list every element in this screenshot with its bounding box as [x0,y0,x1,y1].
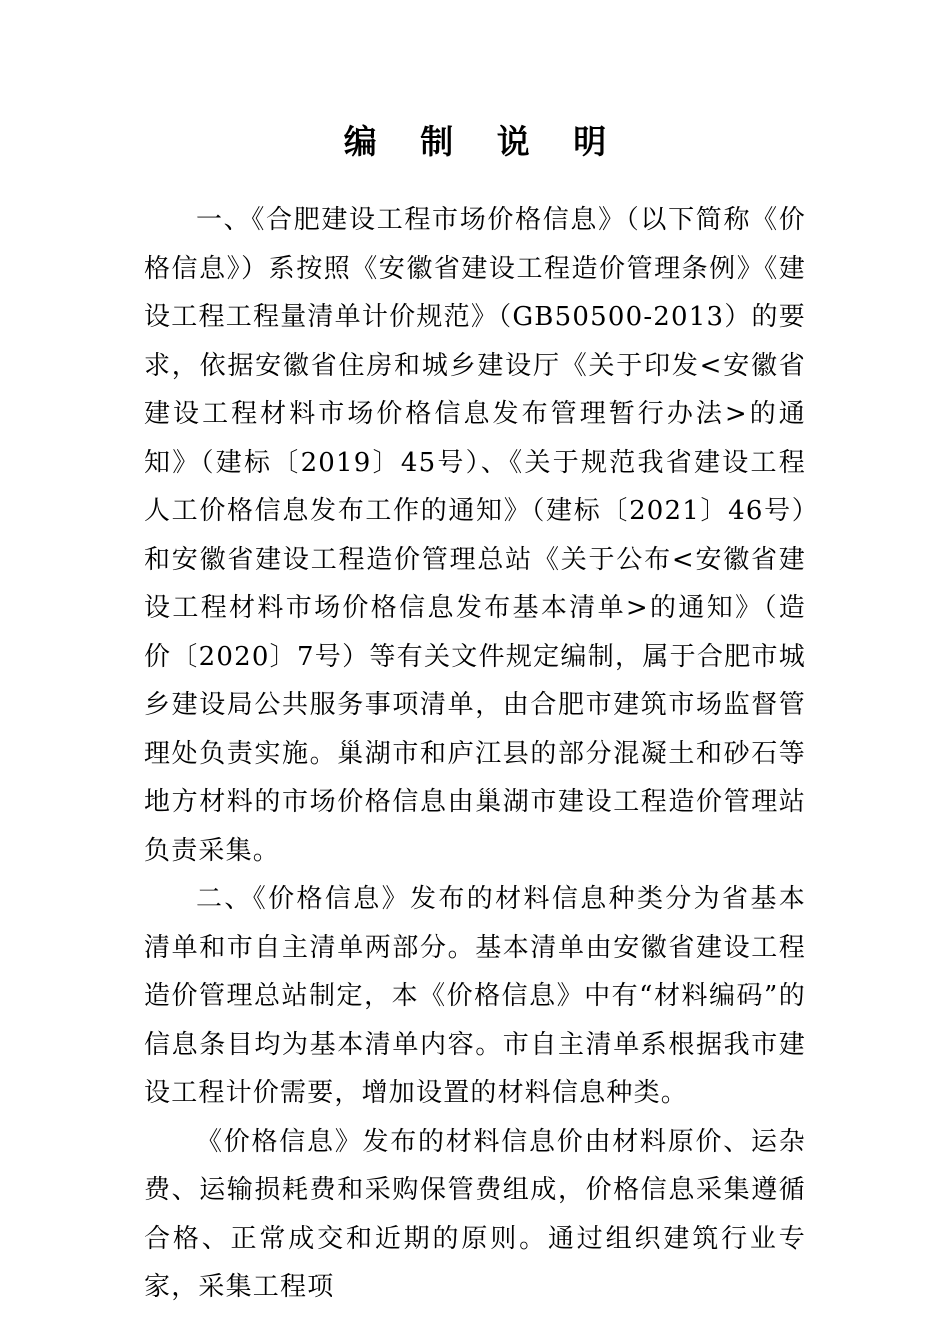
paragraph-1: 一、《合肥建设工程市场价格信息》（以下简称《价格信息》）系按照《安徽省建设工程造价管理条例》《建设工程工程量清单计价规范》（GB50500-2013）的要求，依据安徽省住房和城乡建设厅《关于印发<安徽省建设工程材料市场价格信息发布管理暂行办法>的通知》（建标〔2019〕45号）、《关于规范我省建设工程人工价格信息发布工作的通知》（建标〔2021〕46号）和安徽省建设工程造价管理总站《关于公布<安徽省建设工程材料市场价格信息发布基本清单>的通知》（造价〔2020〕7号）等有关文件规定编制，属于合肥市城乡建设局公共服务事项清单，由合肥市建筑市场监督管理处负责实施。巢湖市和庐江县的部分混凝土和砂石等地方材料的市场价格信息由巢湖市建设工程造价管理站负责采集。 [144,205,806,866]
page-title: 编 制 说 明 [343,122,623,161]
paragraph-3: 《价格信息》发布的材料信息价由材料原价、运杂费、运输损耗费和采购保管费组成，价格信息采集遵循合格、正常成交和近期的原则。通过组织建筑行业专家，采集工程项 [144,1126,806,1302]
paragraph-2: 二、《价格信息》发布的材料信息种类分为省基本清单和市自主清单两部分。基本清单由安徽省建设工程造价管理总站制定，本《价格信息》中有“材料编码”的信息条目均为基本清单内容。市自主清单系根据我市建设工程计价需要，增加设置的材料信息种类。 [144,884,806,1108]
document-body [144,196,806,1312]
